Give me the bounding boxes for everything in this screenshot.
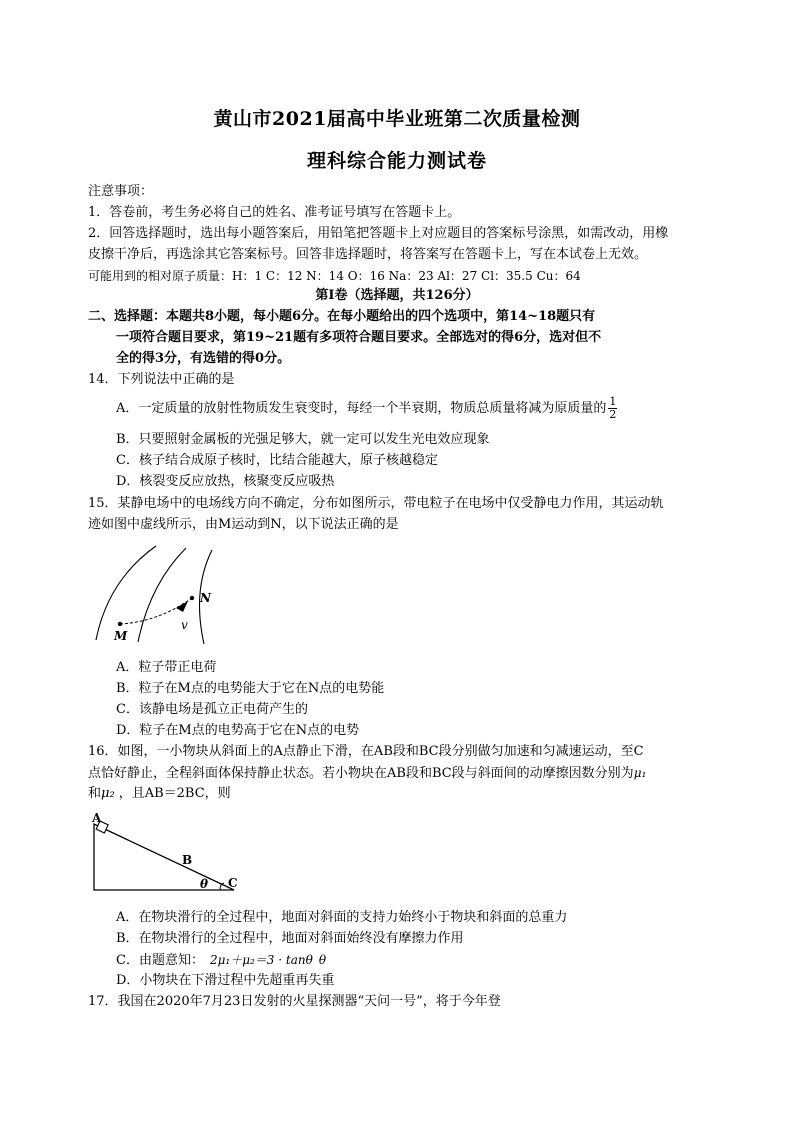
q14-option-c: C．核子结合成原子核时，比结合能越大，原子核越稳定 bbox=[116, 453, 438, 468]
q14-stem: 14．下列说法中正确的是 bbox=[88, 372, 235, 387]
q15-option-a: A．粒子带正电荷 bbox=[116, 660, 217, 675]
q15-stem-2: 迹如图中虚线所示，由M运动到N，以下说法正确的是 bbox=[88, 517, 399, 532]
q16-option-d: D．小物块在下滑过程中先超重再失重 bbox=[116, 973, 335, 988]
fraction-one-half bbox=[608, 396, 617, 421]
section-instruction-3: 全的得3分，有选错的得0分。 bbox=[116, 351, 291, 366]
label-theta: θ bbox=[200, 877, 209, 891]
fraction-denominator: 2 bbox=[609, 408, 617, 421]
q15-stem-1: 15．某静电场中的电场线方向不确定，分布如图所示，带电粒子在电场中仅受静电力作用，其运动轨 bbox=[88, 496, 664, 511]
q16-option-b: B．在物块滑行的全过程中，地面对斜面始终没有摩擦力作用 bbox=[116, 931, 464, 946]
q15-option-d: D．粒子在M点的电势高于它在N点的电势 bbox=[116, 723, 360, 738]
q14-option-b: B．只要照射金属板的光强足够大，就一定可以发生光电效应现象 bbox=[116, 432, 490, 447]
q16-stem-3 bbox=[88, 784, 231, 804]
q15-option-c: C．该静电场是孤立正电荷产生的 bbox=[116, 702, 308, 717]
q16-theta-suffix: θ bbox=[318, 953, 327, 967]
label-c: C bbox=[228, 876, 238, 890]
q16-stem-1: 16．如图，一小物块从斜面上的A点静止下滑，在AB段和BC段分别做匀加速和匀减速运动，至C bbox=[88, 744, 644, 759]
notes-heading: 注意事项： bbox=[88, 184, 154, 199]
field-line-middle bbox=[138, 548, 186, 642]
exam-title: 黄山市2021届高中毕业班第二次质量检测 bbox=[213, 108, 581, 130]
label-v: v bbox=[181, 618, 188, 632]
section-instruction-1: 二、选择题：本题共8小题，每小题6分。在每小题给出的四个选项中，第14~18题只有 bbox=[88, 309, 596, 324]
label-a: A bbox=[92, 811, 102, 825]
q16-and: 和 bbox=[88, 786, 102, 801]
q16-option-a: A．在物块滑行的全过程中，地面对斜面的支持力始终小于物块和斜面的总重力 bbox=[116, 910, 568, 925]
section-instruction-2: 一项符合题目要求，第19~21题有多项符合题目要求。全部选对的得6分，选对但不 bbox=[116, 330, 602, 345]
label-m: M bbox=[114, 629, 128, 643]
incline-triangle bbox=[94, 824, 234, 890]
fraction-numerator: 1 bbox=[609, 395, 617, 408]
mu1-symbol: μ₁ bbox=[633, 766, 647, 780]
q14-option-d: D．核裂变反应放热，核聚变反应吸热 bbox=[116, 474, 335, 489]
q16-option-c bbox=[116, 950, 326, 971]
q16-stem-3-text: ，且AB＝2BC，则 bbox=[118, 786, 231, 801]
q16-formula: 2μ₁＋μ₂＝3 · tanθ bbox=[209, 953, 313, 967]
atomic-masses: 可能用到的相对原子质量：H：1 C：12 N：14 O：16 Na：23 Al：27 Cl：35.5 Cu：64 bbox=[88, 269, 581, 283]
q16-option-c-text: C．由题意知： bbox=[116, 953, 204, 968]
incline-diagram bbox=[88, 810, 248, 898]
note-item-2a: 2．回答选择题时，选出每小题答案后，用铅笔把答题卡上对应题目的答案标号涂黑，如需改动，用橡 bbox=[88, 226, 669, 241]
q14-option-a bbox=[116, 396, 617, 421]
mu2-symbol: μ₂ bbox=[101, 786, 115, 801]
label-b: B bbox=[182, 853, 193, 867]
exam-subtitle: 理科综合能力测试卷 bbox=[306, 150, 487, 172]
q14-option-a-text: A．一定质量的放射性物质发生衰变时，每经一个半衰期，物质总质量将减为原质量的 bbox=[116, 401, 607, 416]
note-item-2b: 皮擦干净后，再选涂其它答案标号。回答非选择题时，将答案写在答题卡上，写在本试卷上无效。 bbox=[88, 247, 648, 262]
note-item-1: 1．答卷前，考生务必将自己的姓名、准考证号填写在答题卡上。 bbox=[88, 205, 461, 220]
electric-field-diagram bbox=[88, 540, 228, 652]
point-m-dot bbox=[118, 622, 122, 626]
q15-option-b: B．粒子在M点的电势能大于它在N点的电势能 bbox=[116, 681, 385, 696]
label-n: N bbox=[200, 591, 211, 605]
q16-stem-2-text: 点恰好静止，全程斜面体保持静止状态。若小物块在AB段和BC段与斜面间的动摩擦因数分别为 bbox=[88, 766, 634, 781]
q17-stem: 17．我国在2020年7月23日发射的火星探测器“天问一号”，将于今年登 bbox=[88, 994, 501, 1009]
point-n-dot bbox=[190, 596, 194, 600]
q16-stem-2 bbox=[88, 763, 646, 784]
field-line-left bbox=[96, 546, 156, 640]
part-title: 第Ⅰ卷（选择题，共126分） bbox=[315, 288, 479, 303]
